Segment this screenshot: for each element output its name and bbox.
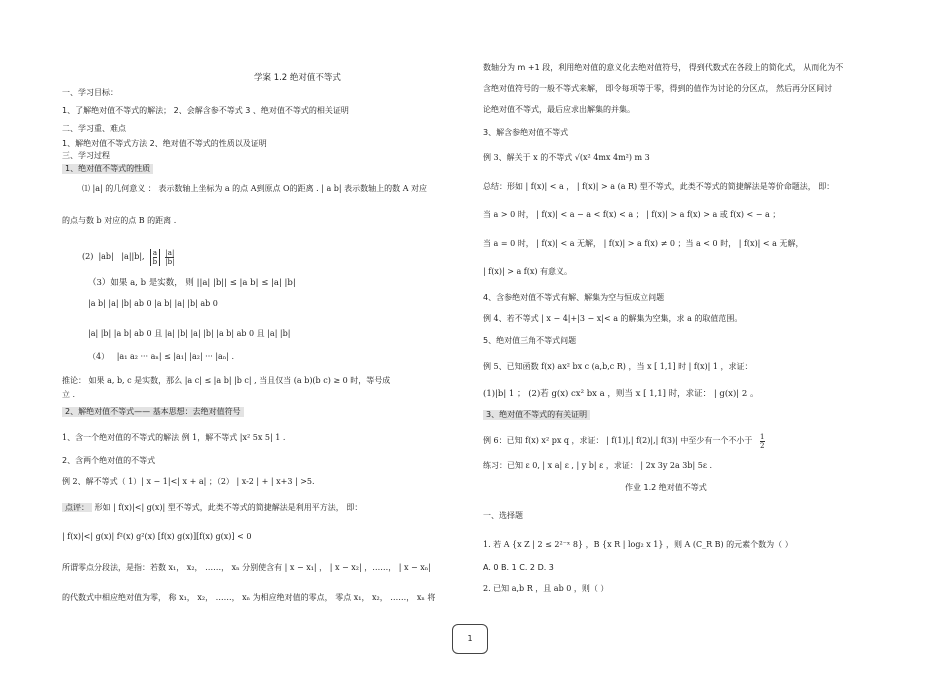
section-heading: 三、学习过程	[62, 151, 110, 160]
example-6	[483, 430, 765, 452]
property-3-line-2: |a b| |a| |b| ab 0 |a b| |a| |b| ab 0	[88, 299, 218, 308]
property-1-line-1: ⑴ |a| 的几何意义 ： 表示数轴上坐标为 a 的点 A到原点 O的距离 . | a b| 表示数轴上的数 A 对应	[82, 184, 428, 193]
subsection-heading: 1、绝对值不等式的性质	[62, 164, 153, 174]
example-5-line-2: (1)|b| 1 ； (2)若 g(x) cx² bx a ，则当 x [ 1,1] 时，求证： | g(x)| 2 。	[483, 389, 759, 399]
question-1: 1. 若 A {x Z | 2 ≤ 2²⁻ˣ 8} ，B {x R | log₂ x 1} ，则 A (C_R B) 的元素个数为（ ）	[483, 540, 793, 549]
section-heading: 二、学习重、难点	[62, 124, 126, 133]
zero-point-line-1: 所谓零点分段法，是指：若数 x₁， x₂， ……， xₙ 分别使含有 | x − x₁| ， | x − x₂| ，……， | x − xₙ|	[62, 563, 431, 572]
inference-line-1: 推论： 如果 a, b, c 是实数，那么 |a c| ≤ |a b| |b c| , 当且仅当 (a b)(b c) ≥ 0 时，等号成	[62, 376, 391, 385]
learning-goals: 1、了解绝对值不等式的解法； 2、会解含参不等式 3 、绝对值不等式的相关证明	[62, 106, 349, 115]
property-1-line-2: 的点与数 b 对应的点 B 的距离 .	[62, 216, 177, 225]
property-2-label: (2)	[82, 252, 94, 261]
page-number: 1	[452, 624, 488, 654]
property-4	[88, 352, 234, 362]
section-heading: 一、选择题	[483, 511, 523, 520]
subsection-heading: 4、含参绝对值不等式有解、解集为空与恒成立问题	[483, 293, 665, 302]
homework-title: 作业 1.2 绝对值不等式	[625, 483, 707, 492]
key-points: 1、解绝对值不等式方法 2、绝对值不等式的性质以及证明	[62, 139, 267, 148]
property-3-line-1: （3）如果 a, b 是实数， 则 ||a| |b|| ≤ |a b| ≤ |a| |b|	[88, 278, 296, 288]
continuation-line-2: 含绝对值符号的一般不等式来解， 即令每项等于零，得到的值作为讨论的分区点， 然后再分区间讨	[483, 84, 833, 93]
single-abs-method: 1、含一个绝对值的不等式的解法 例 1，解不等式 |x² 5x 5| 1 .	[62, 433, 286, 442]
tip-formula: | f(x)|<| g(x)| f²(x) g²(x) [f(x) g(x)][f(x) g(x)] < 0	[62, 532, 252, 541]
section-heading: 一、学习目标：	[62, 88, 118, 97]
inference-line-2: 立 .	[62, 390, 76, 399]
continuation-line-1: 数轴分为 m +1 段，利用绝对值的意义化去绝对值符号， 得到代数式在各段上的简化式， 从而化为不	[483, 63, 844, 72]
summary-line-2: 当 a > 0 时， | f(x)| < a − a < f(x) < a ； | f(x)| > a f(x) > a 或 f(x) < − a ；	[483, 210, 781, 219]
tip-line	[62, 503, 362, 513]
property-4-label: （4）	[88, 352, 110, 361]
double-abs-heading: 2、含两个绝对值的不等式	[62, 456, 156, 465]
formula-product-abs: |a||b|	[121, 252, 143, 261]
fraction-one-half: $\frac{1}{2}$	[760, 432, 765, 450]
example-3: 例 3、解关于 x 的不等式 √(x² 4mx 4m²) m 3	[483, 153, 650, 162]
question-2: 2. 已知 a,b R ，且 ab 0 ，则（ ）	[483, 584, 609, 593]
page-title: 学案 1.2 绝对值不等式	[254, 73, 341, 83]
fraction-ratio: $\frac{|a|}{|b|}$	[165, 248, 175, 266]
formula-abs-product: |ab|	[98, 252, 114, 261]
example-2: 例 2、解不等式（ 1）| x − 1|<| x + a| ；（2） | x-2 | + | x+3 | >5.	[62, 477, 315, 486]
subsection-heading: 3、解含参绝对值不等式	[483, 128, 569, 137]
property-4-formula: |a₁ a₂ ··· aₙ| ≤ |a₁| |a₂| ··· |aₙ| .	[116, 352, 235, 361]
subsection-heading: 3、绝对值不等式的有关证明	[483, 410, 590, 420]
summary-line-3: 当 a = 0 时， | f(x)| < a 无解， | f(x)| > a f(x) ≠ 0 ；当 a < 0 时， | f(x)| < a 无解，	[483, 239, 804, 248]
summary-line-1: 总结：形如 | f(x)| < a ， | f(x)| > a (a R) 型不等式，此类不等式的简捷解法是等价命题法， 即：	[483, 182, 835, 191]
fraction-abs: $\frac{a}{b}$	[150, 249, 160, 266]
practice: 练习：已知 ε 0, | x a| ε , | y b| ε ，求证： | 2x 3y 2a 3b| 5ε .	[483, 461, 713, 470]
left-column	[62, 0, 472, 640]
example-6-text: 例 6：已知 f(x) x² px q ，求证： | f(1)|,| f(2)|,| f(3)| 中至少有一个不小于	[483, 436, 753, 445]
property-3-line-3: |a| |b| |a b| ab 0 且 |a| |b| |a| |b| |a b| ab 0 且 |a| |b|	[88, 329, 291, 338]
continuation-line-3: 论绝对值不等式，最后应求出解集的并集。	[483, 105, 635, 114]
right-column	[483, 0, 893, 640]
example-5-line-1: 例 5、已知函数 f(x) ax² bx c (a,b,c R) ，当 x [ 1,1] 时 | f(x)| 1 ，求证：	[483, 362, 753, 371]
example-4: 例 4、若不等式 | x − 4|+|3 − x|< a 的解集为空集，求 a 的取值范围。	[483, 314, 743, 323]
zero-point-line-2: 的代数式中相应绝对值为零， 称 x₁， x₂， ……， xₙ 为相应绝对值的零点， 零点 x₁， x₂， ……， xₙ 将	[62, 593, 436, 602]
tip-text: 形如 | f(x)|<| g(x)| 型不等式，此类不等式的简捷解法是利用平方法， 即：	[94, 503, 363, 512]
tip-label: 点评：	[62, 503, 92, 512]
summary-line-4: | f(x)| > a f(x) 有意义。	[483, 267, 573, 276]
question-1-options: A. 0 B. 1 C. 2 D. 3	[483, 563, 554, 572]
property-2: (2) |ab| |a||b|, $\frac{a}{b}$ $\frac{|a|}{|b|}$	[82, 248, 175, 266]
subsection-heading: 2、解绝对值不等式—— 基本思想：去绝对值符号	[62, 407, 244, 417]
subsection-heading: 5、绝对值三角不等式问题	[483, 336, 577, 345]
